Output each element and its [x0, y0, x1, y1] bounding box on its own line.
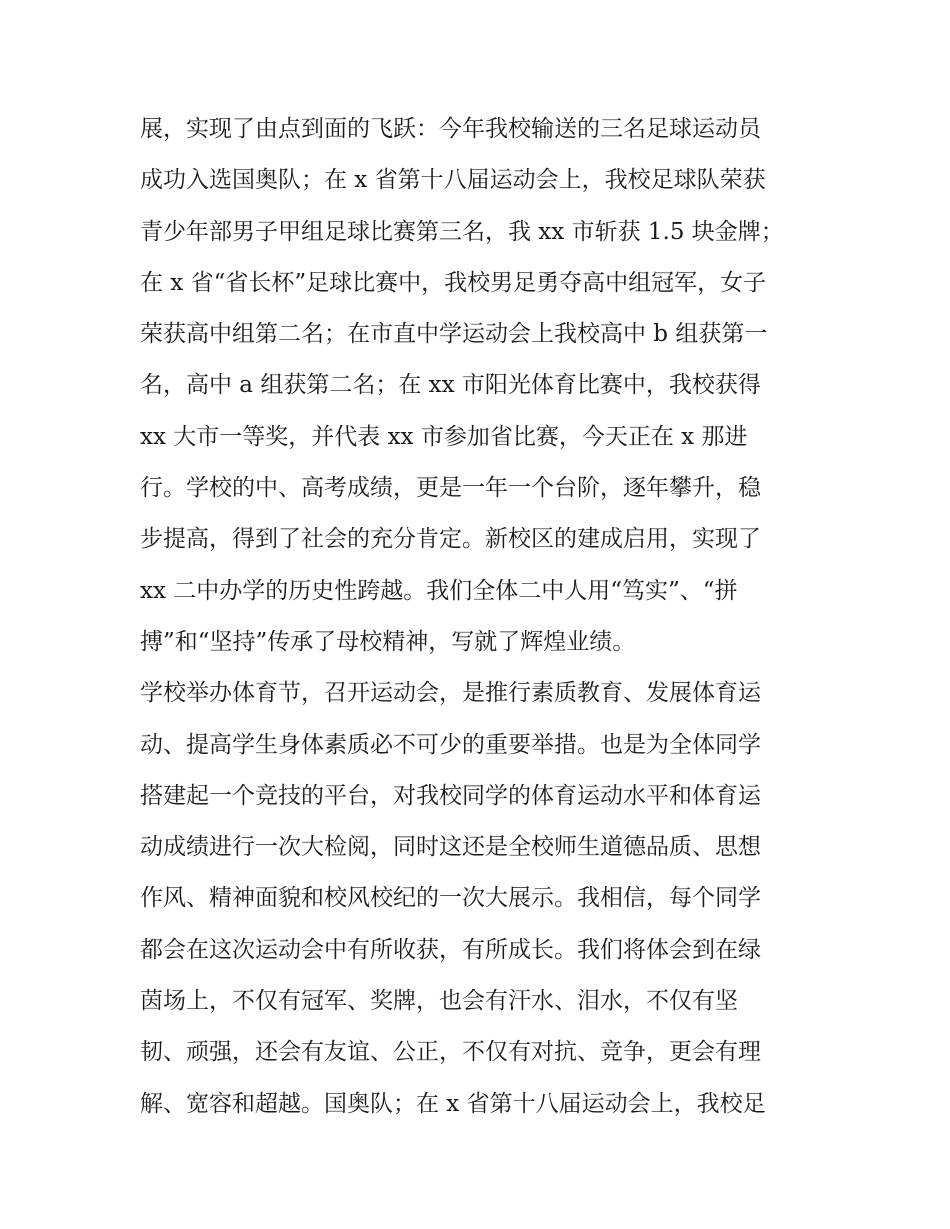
text-line: 搭建起一个竞技的平台，对我校同学的体育运动水平和体育运: [140, 782, 761, 809]
text-line: 动成绩进行一次大检阅，同时这还是全校师生道德品质、思想: [140, 834, 761, 861]
text-line: 展，实现了由点到面的飞跃：今年我校输送的三名足球运动员: [140, 116, 761, 142]
body-text: [140, 104, 820, 1130]
text-line: 茵场上，不仅有冠军、奖牌，也会有汗水、泪水，不仅有坚: [140, 988, 738, 1015]
text-line: 韧、顽强，还会有友谊、公正，不仅有对抗、竞争，更会有理: [140, 1039, 761, 1066]
text-line: 青少年部男子甲组足球比赛第三名，我 xx 市斩获 1.5 块金牌；: [140, 218, 784, 245]
text-line: 学校举办体育节，召开运动会，是推行素质教育、发展体育运: [140, 680, 761, 707]
text-line: 成功入选国奥队；在 x 省第十八届运动会上，我校足球队荣获: [140, 167, 766, 194]
text-line: 动、提高学生身体素质必不可少的重要举措。也是为全体同学: [140, 731, 761, 758]
text-line: 都会在这次运动会中有所收获，有所成长。我们将体会到在绿: [140, 936, 761, 963]
text-line: 解、宽容和超越。国奥队；在 x 省第十八届运动会上，我校足: [140, 1090, 766, 1117]
text-line: 步提高，得到了社会的充分肯定。新校区的建成启用，实现了: [140, 526, 761, 553]
text-line: xx 二中办学的历史性跨越。我们全体二中人用“笃实”、“拼: [140, 577, 738, 604]
text-line: 搏”和“坚持”传承了母校精神，写就了辉煌业绩。: [140, 628, 636, 655]
text-line: 作风、精神面貌和校风校纪的一次大展示。我相信，每个同学: [140, 885, 761, 912]
text-line: 名，高中 a 组获第二名；在 xx 市阳光体育比赛中，我校获得: [140, 372, 761, 399]
text-line: xx 大市一等奖，并代表 xx 市参加省比赛，今天正在 x 那进: [140, 423, 748, 450]
text-line: 荣获高中组第二名；在市直中学运动会上我校高中 b 组获第一: [140, 321, 768, 348]
text-line: 在 x 省“省长杯”足球比赛中，我校男足勇夺高中组冠军，女子: [140, 269, 767, 296]
text-line: 行。学校的中、高考成绩，更是一年一个台阶，逐年攀升，稳: [140, 475, 761, 502]
